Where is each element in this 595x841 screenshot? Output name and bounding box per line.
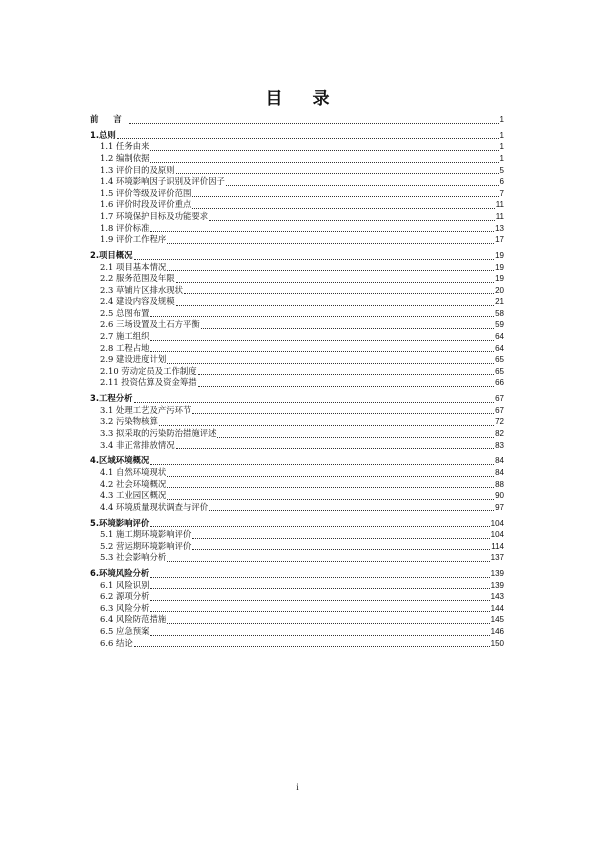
toc-entry[interactable] <box>90 223 504 235</box>
toc-entry-page: 1 <box>499 153 504 163</box>
toc-entry[interactable] <box>90 377 504 389</box>
toc-entry-page: 90 <box>495 491 504 501</box>
table-of-contents <box>90 114 504 649</box>
toc-entry-label: 6.5 应急预案 <box>100 626 150 637</box>
dot-leader <box>217 437 494 438</box>
toc-entry-label: 2.1 项目基本情况 <box>100 261 167 272</box>
dot-leader <box>134 259 495 260</box>
toc-chapter-entry[interactable] <box>90 114 504 126</box>
toc-entry-page: 13 <box>495 223 504 233</box>
toc-entry-page: 88 <box>495 479 504 489</box>
toc-entry[interactable] <box>90 502 504 514</box>
dot-leader <box>198 374 494 375</box>
toc-entry-page: 11 <box>495 200 504 210</box>
toc-entry[interactable] <box>90 428 504 440</box>
dot-leader <box>150 351 494 352</box>
toc-entry-page: 19 <box>495 250 504 260</box>
toc-entry[interactable] <box>90 552 504 564</box>
toc-entry[interactable] <box>90 467 504 479</box>
toc-entry-label: 3.工程分析 <box>90 393 133 404</box>
toc-entry-label: 3.3 拟采取的污染防治措施评述 <box>100 428 217 438</box>
toc-entry-label: 6.2 源项分析 <box>100 591 150 602</box>
toc-entry-page: 143 <box>490 592 504 602</box>
toc-entry-page: 20 <box>495 285 504 295</box>
toc-entry-label: 6.3 风险分析 <box>100 602 150 613</box>
toc-entry-label: 2.9 建设进度计划 <box>100 354 167 365</box>
toc-entry-label: 3.1 处理工艺及产污环节 <box>100 404 192 415</box>
dot-leader <box>209 510 494 511</box>
toc-entry-label: 4.2 社会环境概况 <box>100 478 167 489</box>
toc-chapter-entry[interactable] <box>90 393 504 405</box>
dot-leader <box>226 185 499 186</box>
dot-leader <box>167 270 494 271</box>
dot-leader <box>167 487 494 488</box>
toc-entry-page: 83 <box>495 440 504 450</box>
toc-entry[interactable] <box>90 405 504 417</box>
toc-entry[interactable] <box>90 153 504 165</box>
toc-entry-label: 1.7 环境保护目标及功能要求 <box>100 210 209 221</box>
toc-entry[interactable] <box>90 638 504 650</box>
dot-leader <box>167 363 494 364</box>
dot-leader <box>209 220 495 221</box>
toc-entry-page: 59 <box>495 320 504 330</box>
dot-leader <box>176 448 494 449</box>
toc-entry-page: 17 <box>495 235 504 245</box>
toc-entry[interactable] <box>90 331 504 343</box>
toc-entry[interactable] <box>90 262 504 274</box>
toc-entry[interactable] <box>90 285 504 297</box>
dot-leader <box>167 243 494 244</box>
toc-entry-label: 5.环境影响评价 <box>90 517 150 528</box>
toc-entry-label: 6.1 风险识别 <box>100 579 150 590</box>
toc-entry-page: 82 <box>495 429 504 438</box>
toc-entry-label: 1.总则 <box>90 129 116 140</box>
dot-leader <box>150 526 489 527</box>
dot-leader <box>150 635 489 636</box>
toc-entry-page: 144 <box>490 603 504 613</box>
toc-entry-label: 6.环境风险分析 <box>90 568 150 579</box>
dot-leader <box>167 499 494 500</box>
toc-entry-label: 前 言 <box>90 114 128 124</box>
toc-entry[interactable] <box>90 354 504 366</box>
toc-entry-label: 1.3 评价目的及原则 <box>100 164 175 175</box>
toc-entry[interactable] <box>90 234 504 246</box>
toc-entry-label: 5.3 社会影响分析 <box>100 552 167 563</box>
toc-entry-page: 19 <box>495 262 504 272</box>
toc-entry-label: 2.项目概况 <box>90 249 133 260</box>
toc-entry[interactable] <box>90 176 504 188</box>
page-title: 目 录 <box>265 89 342 109</box>
toc-entry-page: 72 <box>495 417 504 427</box>
dot-leader <box>176 305 494 306</box>
toc-entry[interactable] <box>90 273 504 285</box>
dot-leader <box>117 138 499 139</box>
toc-entry-label: 1.6 评价时段及评价重点 <box>100 199 192 210</box>
toc-entry-page: 6 <box>499 177 504 187</box>
toc-entry-label: 2.8 工程占地 <box>100 342 150 353</box>
dot-leader <box>167 623 489 624</box>
toc-entry-page: 67 <box>495 405 504 415</box>
dot-leader <box>192 549 490 550</box>
toc-entry-label: 5.2 营运期环境影响评价 <box>100 540 192 551</box>
dot-leader <box>201 328 494 329</box>
toc-entry[interactable] <box>90 199 504 211</box>
dot-leader <box>150 150 498 151</box>
toc-entry-page: 21 <box>495 297 504 307</box>
toc-entry[interactable] <box>90 211 504 223</box>
toc-entry-page: 1 <box>499 115 504 124</box>
toc-entry-page: 137 <box>490 553 504 563</box>
toc-chapter-entry[interactable] <box>90 518 504 530</box>
toc-chapter-entry[interactable] <box>90 568 504 580</box>
toc-entry[interactable] <box>90 366 504 378</box>
toc-entry[interactable] <box>90 580 504 592</box>
toc-entry-label: 2.3 草铺片区排水现状 <box>100 284 183 295</box>
toc-entry[interactable] <box>90 603 504 615</box>
toc-entry[interactable] <box>90 479 504 491</box>
dot-leader <box>167 561 489 562</box>
toc-entry-page: 67 <box>495 394 504 404</box>
toc-entry-page: 84 <box>495 467 504 477</box>
dot-leader <box>150 231 494 232</box>
toc-entry-page: 11 <box>495 211 504 221</box>
toc-entry[interactable] <box>90 541 504 553</box>
dot-leader <box>129 123 499 124</box>
toc-entry-label: 3.4 非正常排放情况 <box>100 439 175 450</box>
toc-entry-label: 2.6 三场设置及土石方平衡 <box>100 319 200 330</box>
dot-leader <box>167 476 494 477</box>
dot-leader <box>192 413 494 414</box>
dot-leader <box>150 316 494 317</box>
toc-entry-page: 145 <box>490 615 504 625</box>
toc-entry-page: 114 <box>491 541 504 551</box>
dot-leader <box>150 588 489 589</box>
dot-leader <box>150 162 498 163</box>
toc-entry-page: 139 <box>490 569 504 579</box>
toc-entry[interactable] <box>90 188 504 200</box>
toc-entry[interactable] <box>90 296 504 308</box>
toc-entry-label: 4.3 工业园区概况 <box>100 490 167 501</box>
toc-entry-page: 146 <box>490 627 504 637</box>
dot-leader <box>192 196 498 197</box>
toc-entry-label: 1.8 评价标准 <box>100 222 150 233</box>
toc-entry-page: 58 <box>495 308 504 318</box>
toc-entry-page: 104 <box>490 530 504 540</box>
toc-entry-page: 84 <box>495 456 504 466</box>
toc-entry[interactable] <box>90 343 504 355</box>
toc-entry[interactable] <box>90 614 504 626</box>
toc-entry-label: 2.5 总图布置 <box>100 307 150 318</box>
toc-entry[interactable] <box>90 319 504 331</box>
toc-entry-page: 65 <box>495 355 504 365</box>
toc-entry-label: 2.7 施工组织 <box>100 331 150 342</box>
toc-entry-label: 4.1 自然环境现状 <box>100 466 167 477</box>
dot-leader <box>176 282 494 283</box>
toc-entry-label: 3.2 污染物核算 <box>100 416 158 427</box>
toc-entry-label: 6.6 结论 <box>100 637 133 648</box>
toc-entry[interactable] <box>90 308 504 320</box>
toc-entry[interactable] <box>90 529 504 541</box>
toc-entry-label: 1.9 评价工作程序 <box>100 234 167 245</box>
toc-entry-page: 64 <box>495 332 504 342</box>
dot-leader <box>176 173 499 174</box>
toc-entry[interactable] <box>90 591 504 603</box>
toc-entry-label: 1.2 编制依据 <box>100 152 150 163</box>
toc-entry[interactable] <box>90 141 504 153</box>
toc-entry-label: 1.5 评价等级及评价范围 <box>100 187 192 198</box>
toc-entry[interactable] <box>90 416 504 428</box>
page-number: i <box>296 782 299 792</box>
toc-entry[interactable] <box>90 165 504 177</box>
toc-entry-page: 1 <box>499 142 504 152</box>
toc-chapter-entry[interactable] <box>90 455 504 467</box>
dot-leader <box>159 425 494 426</box>
dot-leader <box>192 208 494 209</box>
toc-entry-label: 4.区域环境概况 <box>90 455 150 466</box>
toc-entry-page: 97 <box>495 502 504 512</box>
toc-entry[interactable] <box>90 626 504 638</box>
toc-entry-page: 1 <box>499 130 504 140</box>
toc-chapter-entry[interactable] <box>90 130 504 142</box>
toc-entry-page: 64 <box>495 343 504 353</box>
toc-entry-label: 1.1 任务由来 <box>100 141 150 152</box>
dot-leader <box>150 600 489 601</box>
dot-leader <box>150 577 489 578</box>
dot-leader <box>150 340 494 341</box>
toc-entry-page: 104 <box>490 518 504 528</box>
toc-entry-page: 150 <box>490 638 504 648</box>
dot-leader <box>198 386 494 387</box>
toc-entry-label: 2.10 劳动定员及工作制度 <box>100 365 197 376</box>
dot-leader <box>192 538 489 539</box>
toc-entry-label: 4.4 环境质量现状调查与评价 <box>100 501 209 512</box>
toc-entry-page: 66 <box>495 378 504 388</box>
dot-leader <box>150 611 489 612</box>
toc-entry-page: 7 <box>499 188 504 198</box>
toc-entry-label: 2.2 服务范围及年限 <box>100 273 175 284</box>
toc-entry-page: 65 <box>495 366 504 376</box>
toc-entry-page: 139 <box>490 580 504 590</box>
dot-leader <box>150 464 494 465</box>
toc-chapter-entry[interactable] <box>90 250 504 262</box>
toc-entry-label: 6.4 风险防范措施 <box>100 614 167 625</box>
toc-entry[interactable] <box>90 440 504 452</box>
toc-entry-label: 2.4 建设内容及规模 <box>100 296 175 307</box>
toc-entry-label: 5.1 施工期环境影响评价 <box>100 529 192 540</box>
toc-entry-page: 19 <box>495 274 504 284</box>
dot-leader <box>134 402 495 403</box>
toc-entry-page: 5 <box>499 165 504 175</box>
toc-entry-label: 2.11 投资估算及资金筹措 <box>100 377 197 388</box>
toc-entry[interactable] <box>90 490 504 502</box>
dot-leader <box>184 293 494 294</box>
toc-entry-label: 1.4 环境影响因子识别及评价因子 <box>100 176 225 187</box>
dot-leader <box>134 646 490 647</box>
